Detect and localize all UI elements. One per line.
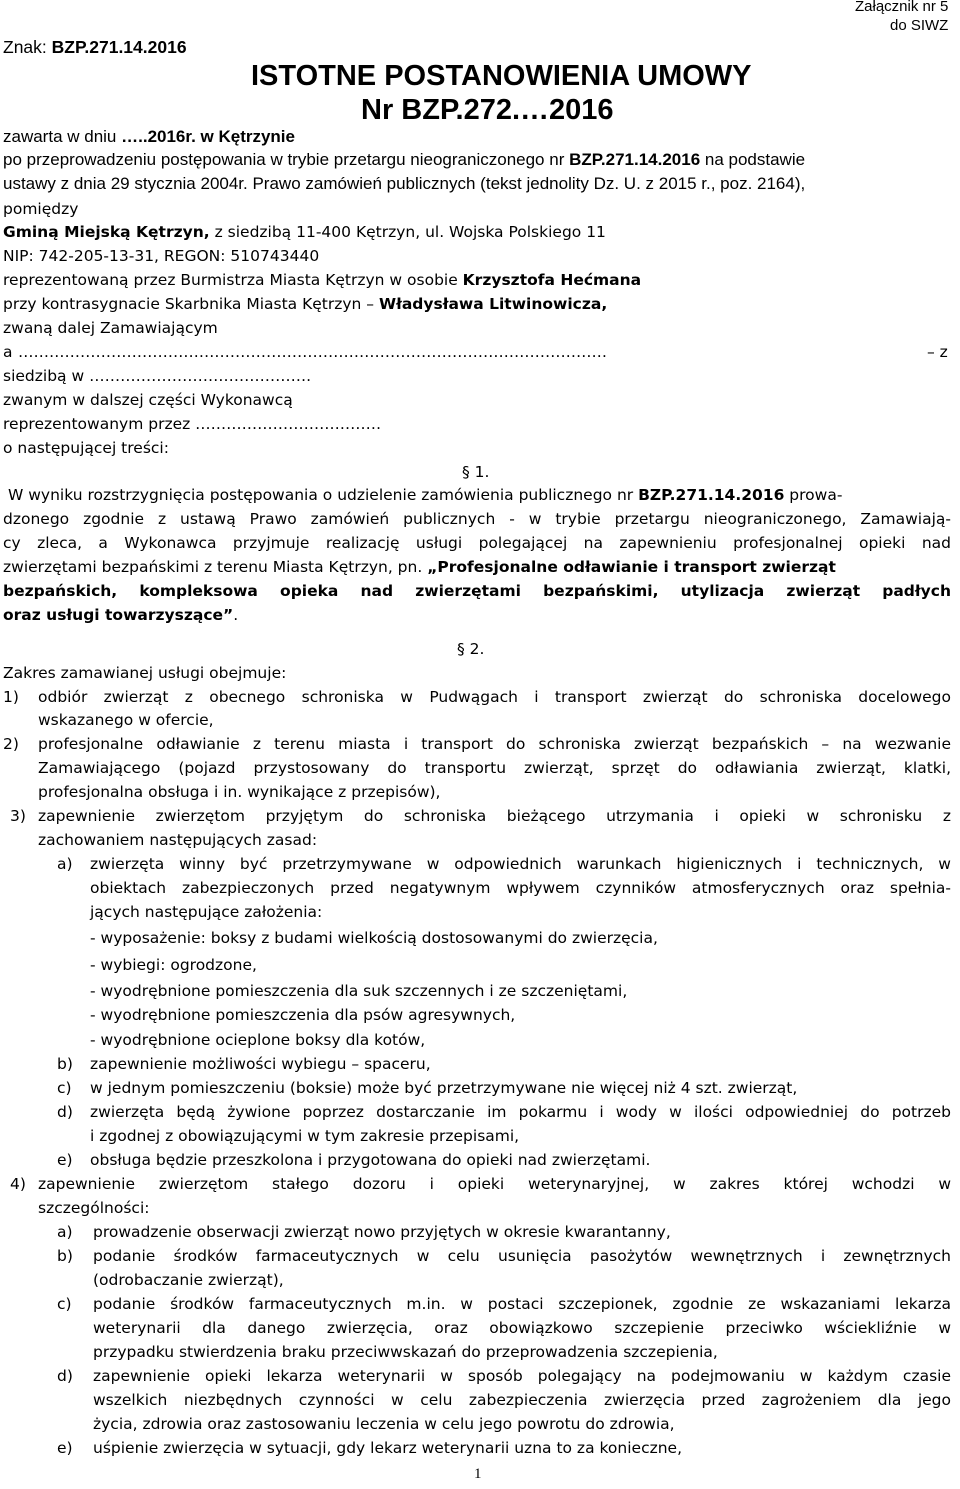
s2-4e-line-1: uśpienie zwierzęcia w sytuacji, gdy lekarz weterynarii uzna to za konieczne,: [93, 1439, 683, 1457]
s2-4c-letter: c): [57, 1295, 72, 1313]
s2-4a-letter: a): [57, 1223, 73, 1241]
s1-service-name-end: oraz usługi towarzyszące”: [3, 606, 234, 624]
s2-3a-dash-5: - wyodrębnione ocieplone boksy dla kotów,: [90, 1031, 426, 1049]
attachment-line-1: Załącznik nr 5: [855, 0, 949, 15]
s1-line-4: [3, 558, 836, 576]
s1-line-5: bezpańskich, kompleksowa opieka nad zwierzętami bezpańskimi, utylizacja zwierząt padłych: [3, 582, 951, 600]
concluded-date-place: …..2016r. w Kętrzynie: [121, 127, 295, 146]
attachment-label: [855, 0, 948, 15]
municipality-name: Gminą Miejską Kętrzyn,: [3, 223, 210, 241]
section-1-heading: § 1.: [462, 463, 490, 481]
procedure-number: BZP.271.14.2016: [569, 150, 701, 169]
represented-by: [3, 271, 641, 289]
s2-4c-line-2: weterynarii dla danego zwierzęcia, oraz obowiązkowo szczepienie przeciwko wściekliźnie w: [93, 1319, 951, 1337]
attachment-line-2: do SIWZ: [890, 17, 949, 34]
countersignature-text: przy kontrasygnacie Skarbnika Miasta Kętrzyn –: [3, 295, 379, 313]
s2-3d-line-1: zwierzęta będą żywione poprzez dostarczanie im pokarmu i wody w ilości odpowiedniej do potrzeb: [90, 1103, 951, 1121]
called-contractor: zwanym w dalszej części Wykonawcą: [3, 391, 293, 409]
s1-procedure-number: BZP.271.14.2016: [638, 486, 785, 504]
s2-item-2-number: 2): [3, 735, 19, 753]
s1-line-6: [3, 606, 238, 624]
s2-item-4-line-2: szczególności:: [38, 1199, 150, 1217]
s1-line-1: [8, 486, 842, 504]
s2-4d-line-2: wszelkich niezbędnych czynności w celu zabezpieczenia zwierzęcia przed zagrożeniem dla jego: [93, 1391, 951, 1409]
s2-3a-line-1: zwierzęta winny być przetrzymywane w odpowiednich warunkach higienicznych i technicznych, w: [90, 855, 951, 873]
s1-text: W wyniku rozstrzygnięcia postępowania o udzielenie zamówienia publicznego nr: [8, 486, 639, 504]
s1-line-3: cy zleca, a Wykonawca przyjmuje realizację usługi polegającej na zapewnieniu profesjonalnej opieki nad: [3, 534, 951, 552]
s2-item-2-line-1: profesjonalne odławianie z terenu miasta i transport do schroniska zwierząt bezpańskich – na wezwanie: [38, 735, 951, 753]
section-2-heading: § 2.: [457, 640, 485, 658]
s2-3d-letter: d): [57, 1103, 73, 1121]
document-title: ISTOTNE POSTANOWIENIA UMOWY: [251, 60, 752, 92]
between-label: pomiędzy: [3, 200, 79, 218]
s2-3a-dash-1: - wyposażenie: boksy z budami wielkością dostosowanymi do zwierzęcia,: [90, 929, 658, 947]
s2-4a-line-1: prowadzenie obserwacji zwierząt nowo przyjętych w okresie kwarantanny,: [93, 1223, 671, 1241]
procedure-text: po przeprowadzeniu postępowania w trybie przetargu nieograniczonego nr: [3, 150, 570, 169]
contractor-represented: reprezentowanym przez ………………………………: [3, 415, 382, 433]
s1-period: .: [233, 606, 239, 624]
s2-4b-line-1: podanie środków farmaceutycznych w celu usunięcia pasożytów wewnętrznych i zewnętrznych: [93, 1247, 951, 1265]
concluded-text: zawarta w dniu: [3, 127, 122, 146]
attachment-label-2: [890, 17, 948, 34]
represented-text: reprezentowaną przez Burmistrza Miasta Kętrzyn w osobie: [3, 271, 463, 289]
page-number: 1: [474, 1466, 482, 1482]
s2-4d-line-3: życia, zdrowia oraz zastosowaniu leczenia w celu jego powrotu do zdrowia,: [93, 1415, 675, 1433]
s2-3a-dash-3: - wyodrębnione pomieszczenia dla suk szczennych i ze szczeniętami,: [90, 982, 628, 1000]
s2-item-2-line-2: Zamawiającego (pojazd przystosowany do transportu zwierząt, sprzęt do odławiania zwierząt, klatki,: [38, 759, 951, 777]
contractor-seat: siedzibą w …………………………………….: [3, 367, 311, 385]
nip-regon: NIP: 742-205-13-31, REGON: 510743440: [3, 247, 320, 265]
s2-item-4-number: 4): [10, 1175, 26, 1193]
following-content: o następującej treści:: [3, 439, 169, 457]
s2-3c-letter: c): [57, 1079, 72, 1097]
s2-3e-line-1: obsługa będzie przeszkolona i przygotowana do opieki nad zwierzętami.: [90, 1151, 651, 1169]
called-ordering-party: zwaną dalej Zamawiającym: [3, 319, 218, 337]
s2-item-3-line-2: zachowaniem następujących zasad:: [38, 831, 318, 849]
s2-3e-letter: e): [57, 1151, 73, 1169]
contractor-name-blank: ……………………………………………………………………………………………………: [18, 343, 607, 361]
s2-4d-line-1: zapewnienie opieki lekarza weterynarii w sposób polegający na podejmowaniu w każdym czasie: [93, 1367, 951, 1385]
party-municipality: [3, 223, 606, 241]
s1-line-4-text: zwierzętami bezpańskimi z terenu Miasta Kętrzyn, pn.: [3, 558, 428, 576]
contractor-z-label: – z: [927, 343, 948, 361]
s2-3a-line-2: obiektach zabezpieczonych przed negatywnym wpływem czynników atmosferycznych oraz spełnia-: [90, 879, 951, 897]
law-line: ustawy z dnia 29 stycznia 2004r. Prawo zamówień publicznych (tekst jednolity Dz. U. z 2015 r., poz. 2164),: [3, 174, 806, 193]
countersignature: [3, 295, 607, 313]
s2-3a-dash-4: - wyodrębnione pomieszczenia dla psów agresywnych,: [90, 1006, 516, 1024]
s2-4d-letter: d): [57, 1367, 73, 1385]
s1-text-end: prowa-: [784, 486, 843, 504]
treasurer-name: Władysława Litwinowicza,: [378, 295, 608, 313]
concluded-on: [3, 127, 295, 147]
s2-item-3-number: 3): [10, 807, 26, 825]
s2-item-1-number: 1): [3, 688, 19, 706]
s2-3d-line-2: i zgodnej z obowiązującymi w tym zakresie przepisami,: [90, 1127, 520, 1145]
procedure-line: [3, 150, 805, 170]
s2-item-1-line-2: wskazanego w ofercie,: [38, 711, 214, 729]
municipality-address: z siedzibą 11-400 Kętrzyn, ul. Wojska Polskiego 11: [209, 223, 606, 241]
s2-3c-line-1: w jednym pomieszczeniu (boksie) może być przetrzymywane nie więcej niż 4 szt. zwierząt,: [90, 1079, 798, 1097]
contract-number-title: Nr BZP.272.…2016: [361, 94, 614, 126]
s2-4c-line-3: przypadku stwierdzenia braku przeciwwskazań do przeprowadzenia szczepienia,: [93, 1343, 718, 1361]
s1-line-2: dzonego zgodnie z ustawą Prawo zamówień publicznych - w trybie przetargu nieograniczonego, Zamawiają-: [3, 510, 951, 528]
s2-4e-letter: e): [57, 1439, 73, 1457]
s1-service-name-start: „Profesjonalne odławianie i transport zwierząt: [427, 558, 836, 576]
contractor-a-label: a: [3, 343, 13, 361]
mayor-name: Krzysztofa Hećmana: [462, 271, 642, 289]
s2-3a-line-3: jących następujące założenia:: [90, 903, 323, 921]
s2-3a-dash-2: - wybiegi: ogrodzone,: [90, 956, 257, 974]
reference-sign: [3, 37, 187, 58]
s2-item-4-line-1: zapewnienie zwierzętom stałego dozoru i opieki weterynaryjnej, w zakres której wchodzi w: [38, 1175, 951, 1193]
s2-3b-letter: b): [57, 1055, 73, 1073]
s2-4b-letter: b): [57, 1247, 73, 1265]
s2-intro: Zakres zamawianej usługi obejmuje:: [3, 664, 287, 682]
reference-label: Znak:: [3, 37, 52, 57]
s2-4b-line-2: (odrobaczanie zwierząt),: [93, 1271, 284, 1289]
s2-3a-letter: a): [57, 855, 73, 873]
s2-item-1-line-1: odbiór zwierząt z obecnego schroniska w Pudwągach i transport zwierząt do schroniska docelowego: [38, 688, 951, 706]
reference-number: BZP.271.14.2016: [51, 37, 187, 57]
s2-3b-line-1: zapewnienie możliwości wybiegu – spaceru,: [90, 1055, 431, 1073]
s2-item-3-line-1: zapewnienie zwierzętom przyjętym do schroniska bieżącego utrzymania i opieki w schronisku z: [38, 807, 951, 825]
procedure-basis: na podstawie: [700, 150, 806, 169]
s2-item-2-line-3: profesjonalna obsługa i in. wynikające z przepisów),: [38, 783, 441, 801]
s2-4c-line-1: podanie środków farmaceutycznych m.in. w postaci szczepionek, zgodnie ze wskazaniami lekarza: [93, 1295, 951, 1313]
